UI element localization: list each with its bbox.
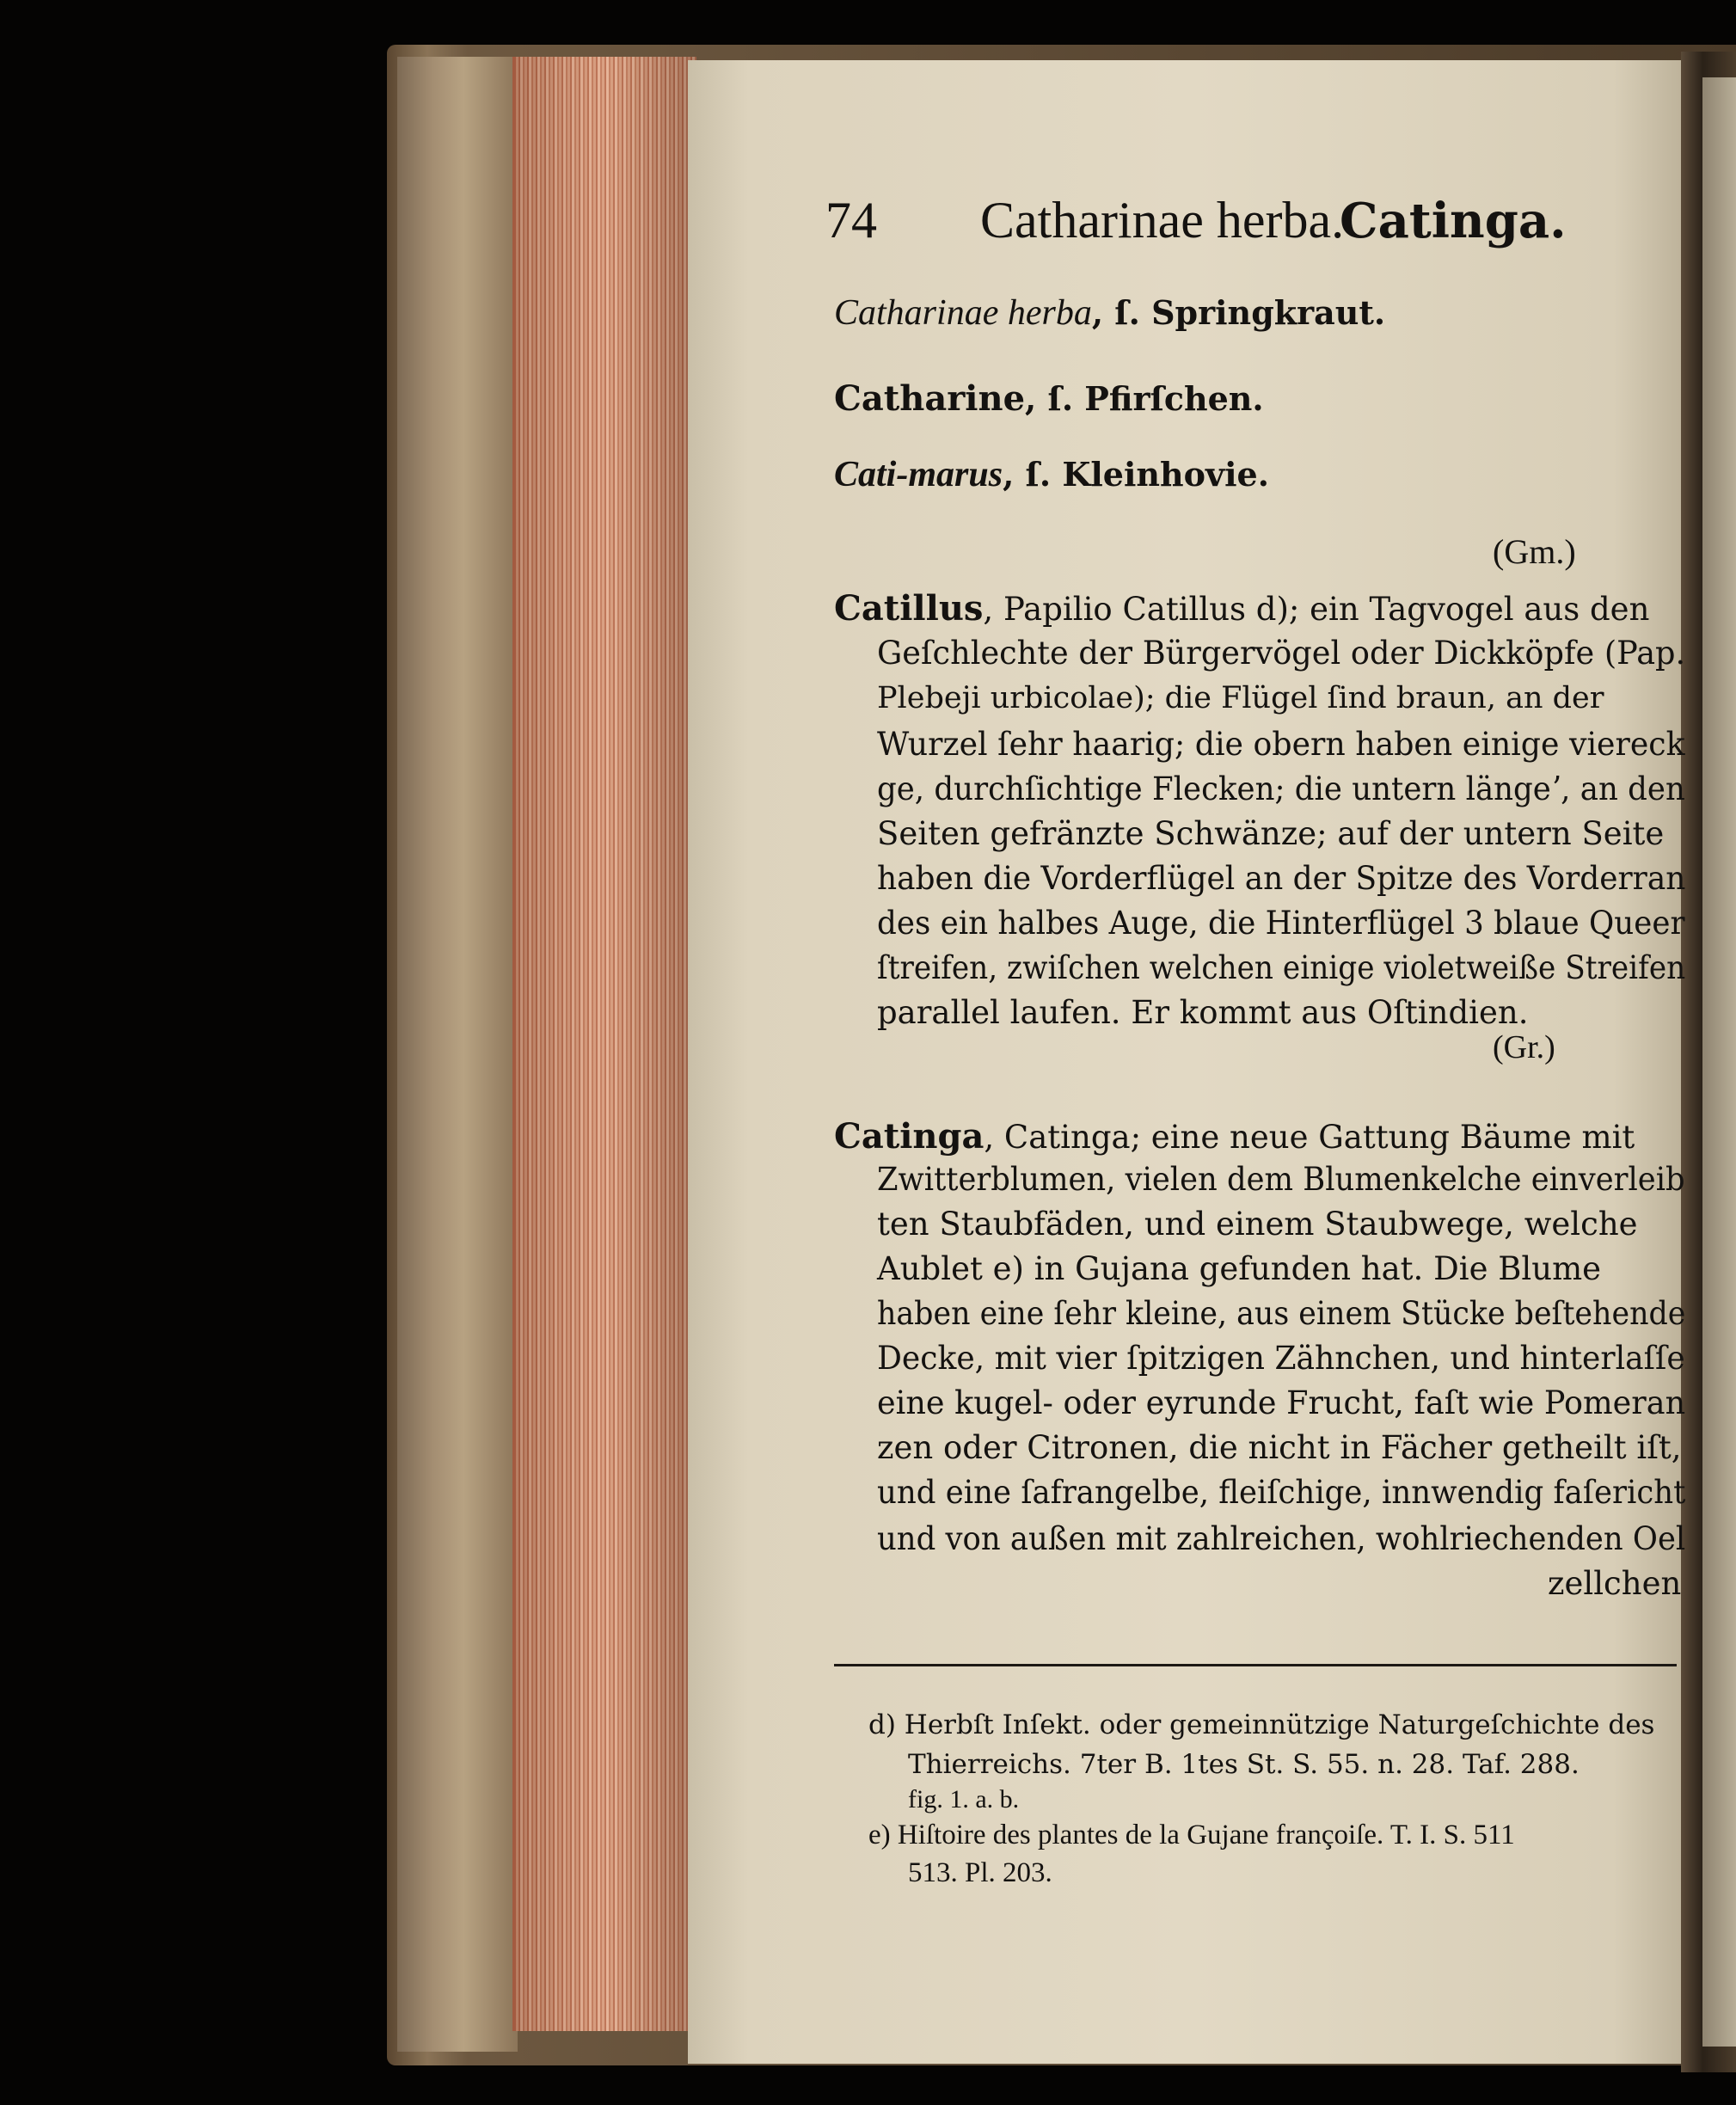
catillus-line: Wurzel ſehr haarig; die obern haben einige viereck [877,726,1685,763]
catinga-line: zen oder Citronen, die nicht in Fächer getheilt iſt, [877,1429,1682,1466]
facing-page-edge [1702,77,1736,2047]
entry-head: Catharinae herba [834,293,1092,333]
catillus-line: ge, durchſichtige Flecken; die untern längeʼ, an den [877,770,1685,807]
catillus-line: Seiten gefränzte Schwänze; auf der untern Seite [877,815,1665,852]
catinga-line: und eine ſafrangelbe, fleiſchige, innwendig faſericht [877,1474,1686,1511]
entry-head: Catharine [834,378,1026,419]
entry-rest: , ſ. Pfirſchen. [1025,379,1264,418]
catinga-line: Aublet e) in Gujana gefunden hat. Die Blume [877,1250,1602,1287]
catillus-line-1: Catillus, Papilio Catillus d); ein Tagvogel aus den [834,588,1650,629]
footnote-e-line-2: 513. Pl. 203. [908,1857,1052,1888]
footnote-d-line-1: d) Herbſt Inſekt. oder gemeinnützige Naturgeſchichte des [868,1709,1655,1740]
footnote-e-line-1: e) Hiſtoire des plantes de la Gujane françoiſe. T. I. S. 511 [868,1820,1515,1850]
catillus-line: des ein halbes Auge, die Hinterflügel 3 blaue Queer [877,905,1685,942]
entry-cati-marus [834,454,1269,495]
entry-rest: , ſ. Springkraut. [1091,293,1386,332]
catinga-line: Decke, mit vier ſpitzigen Zähnchen, und hinterlaſſe [877,1340,1685,1377]
book-board-edge [397,57,518,2052]
entry-rest: , ſ. Kleinhovie. [1003,455,1269,494]
catinga-line: und von außen mit zahlreichen, wohlriechenden Oel [877,1520,1686,1557]
entry-catharine [834,378,1264,419]
catinga-line-1: Catinga, Catinga; eine neue Gattung Bäume mit [834,1116,1635,1157]
catillus-line: ſtreifen, zwiſchen welchen einige violetweiße Streifen [877,949,1686,986]
author-signature-gr: (Gr.) [1493,1029,1555,1065]
footnote-rule [834,1664,1677,1666]
catillus-line: Geſchlechte der Bürgervögel oder Dickköpfe (Pap. [877,635,1686,672]
catinga-line: haben eine ſehr kleine, aus einem Stücke beſtehende [877,1295,1686,1332]
catinga-line: zellchen [1548,1565,1682,1602]
catillus-line: parallel laufen. Er kommt aus Oſtindien. [877,994,1529,1031]
page-number: 74 [825,192,877,249]
footnote-d-line-2: Thierreichs. 7ter B. 1tes St. S. 55. n. 28. Taf. 288. [908,1749,1580,1780]
running-head-title: Catharinae herba. [980,192,1345,249]
page-edges [512,57,696,2031]
entry-head-catillus: Catillus [834,588,984,629]
catinga-line: eine kugel- oder eyrunde Frucht, faſt wie Pomeran [877,1384,1686,1421]
catillus-line: haben die Vorderflügel an der Spitze des Vorderran [877,860,1686,897]
author-signature-gm: (Gm.) [1493,532,1576,571]
entry-head-catinga: Catinga [834,1116,985,1157]
catinga-line: ten Staubfäden, und einem Staubwege, welche [877,1206,1638,1243]
entry-catharinae-herba [834,292,1385,334]
catinga-line: Zwitterblumen, vielen dem Blumenkelche einverleib [877,1161,1685,1198]
catillus-line: Plebeji urbicolae); die Flügel ſind braun, an der [877,681,1604,715]
footnote-d-line-3: fig. 1. a. b. [908,1785,1020,1813]
entry-head: Cati-marus [834,455,1003,494]
running-head-keyword: Catinga. [1340,193,1567,249]
